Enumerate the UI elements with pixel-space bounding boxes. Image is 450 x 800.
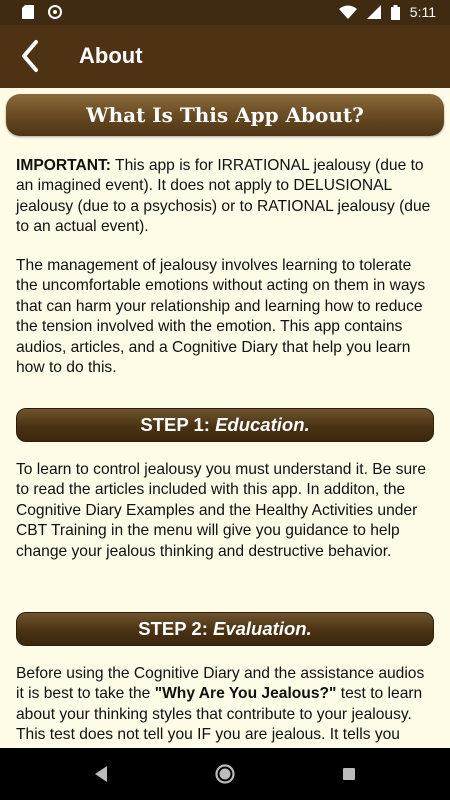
banner-title: What Is This App About? (86, 103, 364, 127)
about-content[interactable] (0, 88, 450, 748)
status-time: 5:11 (409, 4, 436, 20)
nav-recents-button[interactable] (337, 762, 361, 786)
important-text: This app is for IRRATIONAL jealousy (due to an imagined event). It does not apply to DELUSIONAL jealousy (due to a psychosis) or to RATIONAL jealousy (due to an actual event). (16, 157, 431, 236)
step1-title: Education. (215, 414, 310, 435)
signal-icon (367, 5, 381, 19)
section-banner (6, 94, 444, 136)
important-paragraph (16, 156, 436, 238)
status-left-icons (22, 5, 62, 19)
app-bar (0, 25, 450, 88)
step2-text-b: test to learn about your thinking styles that contribute to your jealousy. This test does not tell you IF you are jealous. It tells you (16, 685, 423, 744)
step1-prefix: STEP 1: (140, 414, 216, 435)
nav-back-button[interactable] (89, 762, 113, 786)
step1-header (16, 408, 434, 442)
wifi-icon (339, 5, 357, 19)
step2-header (16, 612, 434, 646)
chevron-left-icon (14, 37, 50, 75)
page-title: About (79, 43, 143, 68)
step2-text-a: Before using the Cognitive Diary and the assistance audios it is best to take the (16, 665, 425, 703)
recents-square-icon (337, 762, 361, 786)
step1-paragraph: To learn to control jealousy you must understand it. Be sure to read the articles included with this app. In additon, the Cognitive Diary Examples and the Healthy Activities under CBT Training in the menu will give you guidance to help change your jealous thinking and destructive behavior. (16, 461, 426, 560)
intro-paragraph: The management of jealousy involves learning to tolerate the uncomfortable emotions without acting on them in ways that can harm your relationship and learning how to reduce the tension involved with the emotion. This app contains audios, articles, and a Cognitive Diary that help you learn how to do this. (16, 257, 426, 377)
important-label: IMPORTANT: (16, 157, 111, 174)
sync-icon (48, 5, 62, 19)
sd-card-icon (22, 5, 34, 19)
step2-title: Evaluation. (213, 618, 312, 639)
step2-prefix: STEP 2: (138, 618, 213, 639)
step2-test-name[interactable]: "Why Are You Jealous?" (154, 685, 337, 703)
nav-home-button[interactable] (213, 762, 237, 786)
back-triangle-icon (89, 762, 113, 786)
status-bar (0, 0, 450, 25)
back-button[interactable] (14, 37, 50, 75)
battery-icon (391, 5, 400, 20)
navigation-bar (0, 748, 450, 800)
status-right-icons (339, 4, 436, 20)
home-circle-icon (213, 762, 237, 786)
